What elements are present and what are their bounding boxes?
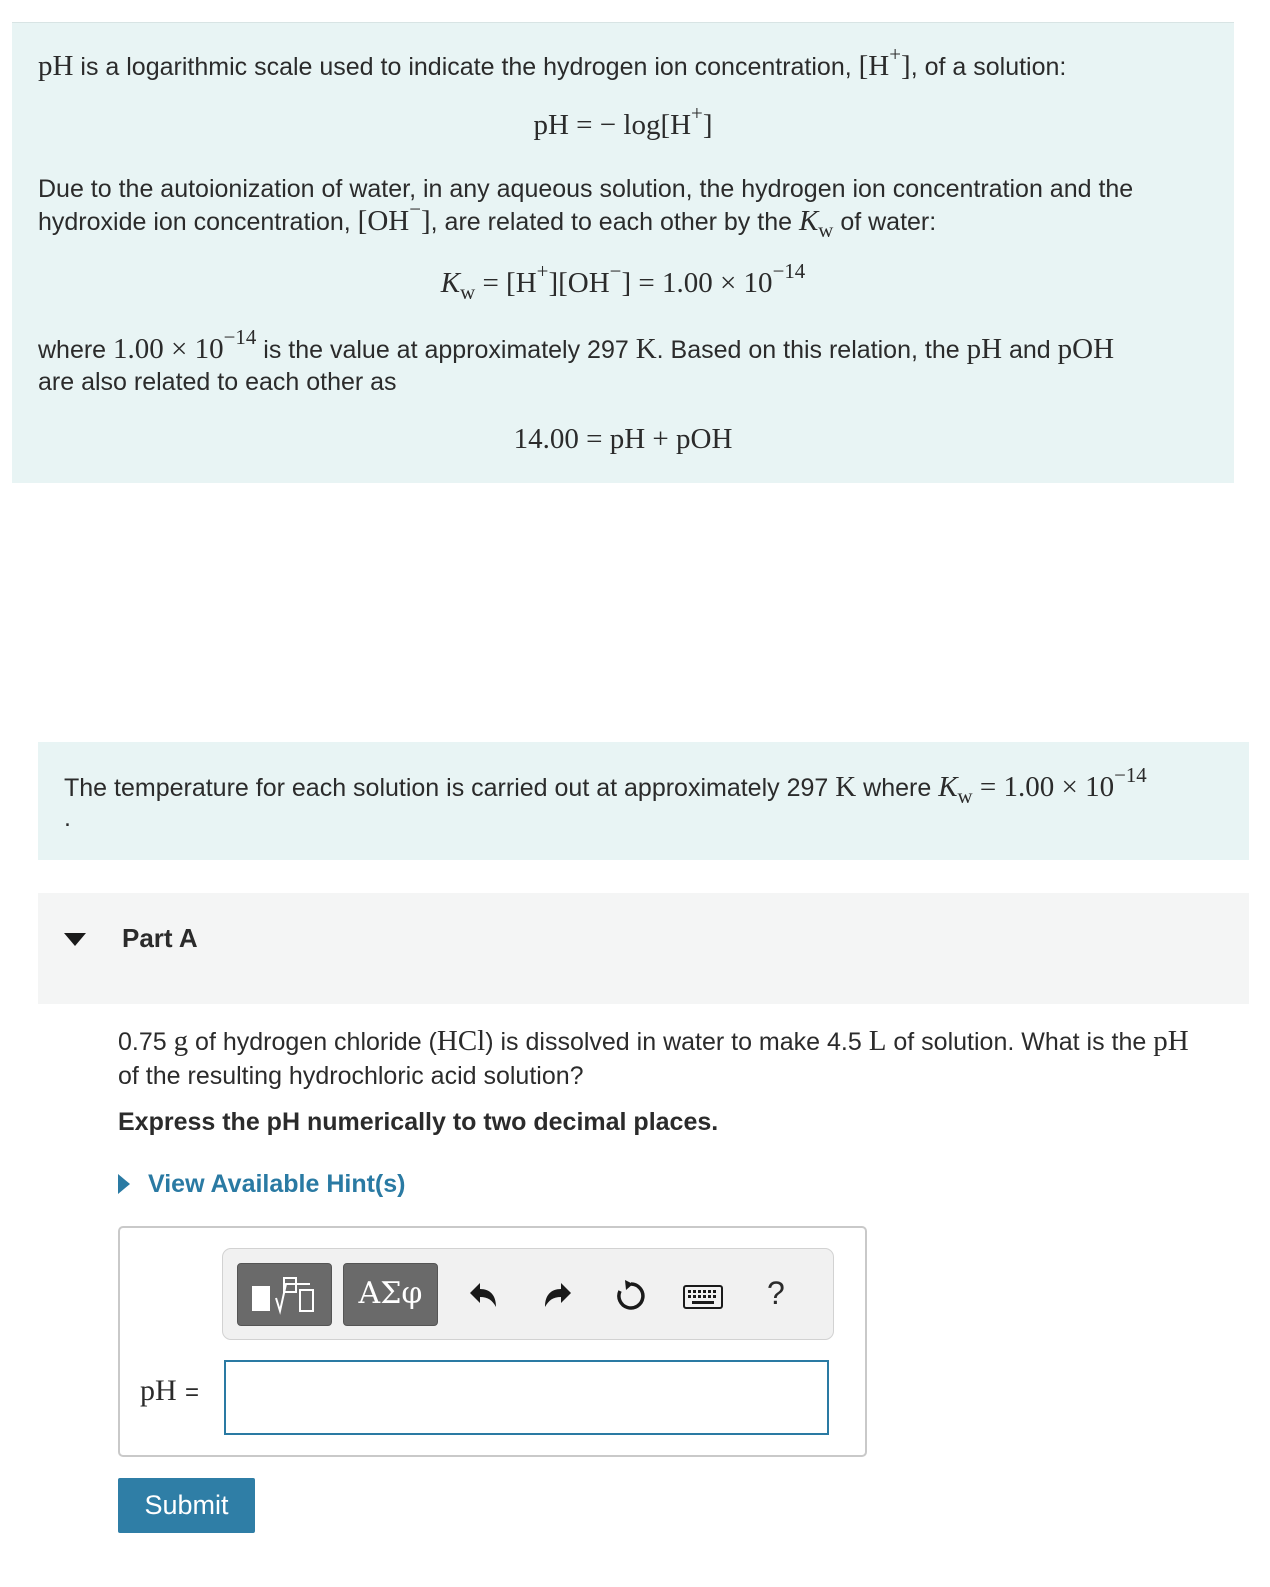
view-hints-label[interactable]: View Available Hint(s) xyxy=(148,1170,406,1198)
kelvin-unit: K xyxy=(635,333,657,365)
expand-arrow-icon xyxy=(118,1174,130,1194)
answer-label-equals: = xyxy=(185,1379,200,1406)
intro-p3-line2: are also related to each other as xyxy=(38,368,397,396)
ph-answer-input[interactable] xyxy=(224,1360,829,1435)
question-amount: 0.75 xyxy=(118,1028,174,1056)
answer-label-ph: pH xyxy=(140,1374,177,1407)
intro-p3-pre: where xyxy=(38,336,114,364)
intro-p3-mid: is the value at approximately 297 xyxy=(256,336,636,364)
temperature-note-period: . xyxy=(64,804,71,832)
intro-p2-line2-mid: , are related to each other by the xyxy=(430,208,799,236)
help-button[interactable]: ? xyxy=(767,1275,785,1311)
answer-label xyxy=(140,1374,199,1408)
ph-symbol: pH xyxy=(38,50,74,82)
reset-icon[interactable] xyxy=(613,1278,649,1314)
intro-p3-mid2: . Based on this relation, the xyxy=(656,336,967,364)
kw-value: = $1.00 \times 10^{-14}$ xyxy=(972,763,1147,803)
part-title: Part A xyxy=(122,923,198,953)
intro-p2-line1: Due to the autoionization of water, in any aqueous solution, the hydrogen ion concentration and the xyxy=(38,175,1134,203)
answer-instruction: Express the pH numerically to two decimal places. xyxy=(118,1108,719,1136)
hcl-formula: HCl xyxy=(436,1025,486,1057)
intro-p2-line2-post: of water: xyxy=(833,208,937,236)
part-a-header[interactable] xyxy=(38,893,1249,1004)
poh-term: pOH xyxy=(1057,333,1115,365)
intro-p1-tail: , of a solution: xyxy=(910,53,1067,81)
collapse-triangle-icon[interactable] xyxy=(64,933,86,946)
math-toolbar xyxy=(222,1248,834,1340)
kw-equation: $K_w = [H^+][OH^-] = 1.00 \times 10^{-14}$ xyxy=(440,259,806,304)
templates-icon xyxy=(238,1264,333,1327)
intro-p2-line2-pre: hydroxide ion concentration, xyxy=(38,208,358,236)
ph-equation: pH = − log[H+] xyxy=(533,101,713,141)
intro-paragraph-1 xyxy=(38,42,1208,83)
question-part2: of hydrogen chloride ( xyxy=(188,1028,437,1056)
ph-poh-equation: 14.00 = pH + pOH xyxy=(513,423,733,455)
intro-paragraph-3 xyxy=(38,325,1208,398)
redo-icon[interactable] xyxy=(541,1279,575,1313)
temperature-note-panel xyxy=(38,742,1249,860)
undo-icon[interactable] xyxy=(466,1279,500,1313)
h-plus-symbol: [H+] xyxy=(858,42,911,82)
gram-unit: g xyxy=(173,1025,189,1057)
intro-panel xyxy=(12,22,1234,483)
kw-symbol: $K_w$ xyxy=(938,771,973,808)
answer-box xyxy=(118,1226,867,1457)
question-part5: of the resulting hydrochloric acid solution? xyxy=(118,1062,584,1090)
greek-symbols-button[interactable]: ΑΣφ xyxy=(343,1263,438,1326)
templates-button[interactable] xyxy=(237,1263,332,1326)
ph-term: pH xyxy=(966,333,1003,365)
question-part3: ) is dissolved in water to make 4.5 xyxy=(485,1028,869,1056)
kelvin-unit: K xyxy=(835,771,857,803)
question-text xyxy=(118,1024,1248,1093)
temperature-note xyxy=(64,763,1244,808)
view-hints-link[interactable] xyxy=(118,1170,405,1199)
liter-unit: L xyxy=(868,1025,887,1057)
kw-value: $1.00 \times 10^{-14}$ xyxy=(113,325,257,365)
intro-p1-text: is a logarithmic scale used to indicate the hydrogen ion concentration, xyxy=(73,53,859,81)
temperature-note-mid: where xyxy=(856,774,939,802)
intro-p3-and: and xyxy=(1002,336,1058,364)
submit-button[interactable]: Submit xyxy=(118,1478,255,1533)
intro-paragraph-2 xyxy=(38,173,1208,242)
question-part4: of solution. What is the xyxy=(886,1028,1154,1056)
keyboard-icon[interactable] xyxy=(683,1285,723,1309)
temperature-note-pre: The temperature for each solution is carried out at approximately 297 xyxy=(64,774,836,802)
oh-minus-symbol: [OH−] xyxy=(357,197,431,237)
kw-symbol: $K_w$ xyxy=(798,205,834,242)
ph-term: pH xyxy=(1153,1025,1189,1057)
